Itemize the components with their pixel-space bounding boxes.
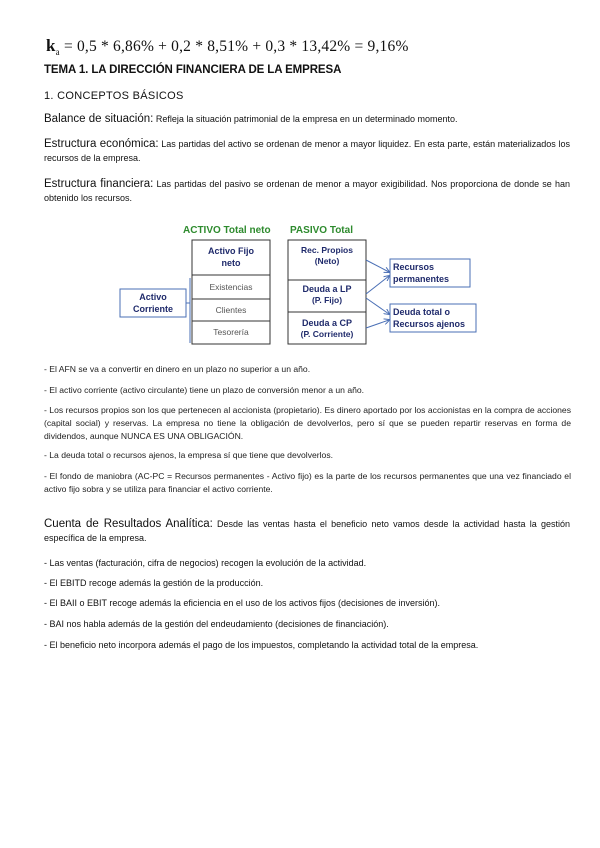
definition-text: Refleja la situación patrimonial de la empresa en un determinado momento. [153,114,458,124]
cost-of-capital-formula [46,36,409,57]
rec-propios-label-2: (Neto) [314,256,340,266]
recursos-permanentes-label-2: permanentes [393,274,450,284]
recursos-permanentes-label: Recursos [393,262,435,272]
arrow-deuda-cp [366,320,389,328]
activo-fijo-label: Activo Fijo [207,246,255,256]
list-item: - El beneficio neto incorpora además el pago de los impuestos, completando la actividad total de la empresa. [44,640,479,650]
rec-propios-label: Rec. Propios [301,245,353,255]
list-item: - BAI nos habla además de la gestión del endeudamiento (decisiones de financiación). [44,619,389,629]
list-item: - El BAII o EBIT recoge además la eficiencia en el uso de los activos fijos (decisiones de inversión). [44,598,441,608]
balance-sheet-diagram [118,220,488,350]
activo-header: ACTIVO Total neto [183,225,271,236]
formula-subscript: a [55,47,60,58]
arrow-deuda-lp-permanentes [366,276,389,294]
arrow-deuda-lp-ajenos [366,298,389,314]
section-heading: 1. CONCEPTOS BÁSICOS [44,90,184,102]
definition-term: Cuenta de Resultados Analítica: [44,518,213,530]
list-item: - El EBITD recoge además la gestión de la producción. [44,578,264,588]
definition-term: Estructura económica: [44,138,159,150]
arrow-rec-propios [366,260,389,272]
formula-expression: = 0,5 * 6,86% + 0,2 * 8,51% + 0,3 * 13,42% = 9,16% [63,38,409,55]
activo-fijo-label-2: neto [221,258,241,268]
deuda-lp-label-2: (P. Fijo) [311,295,343,305]
list-item: - El fondo de maniobra (AC-PC = Recursos permanentes - Activo fijo) es la parte de los recursos permanentes que una vez financiado el activo fijo sobra y se utiliza para financiar el activo corriente. [44,471,571,494]
definition-balance [44,112,570,126]
definition-estructura-economica [44,137,570,165]
definition-estructura-financiera [44,177,570,205]
tesoreria-label: Tesorería [213,327,249,337]
deuda-total-label: Deuda total o [393,307,451,317]
deuda-cp-label-2: (P. Corriente) [300,329,354,339]
clientes-label: Clientes [215,305,247,315]
list-item: - Las ventas (facturación, cifra de negocios) recogen la evolución de la actividad. [44,558,367,568]
definition-text: Desde las ventas hasta el beneficio neto vamos desde la actividad hasta la gestión específica de la empresa. [44,519,570,543]
deuda-total-label-2: Recursos ajenos [393,319,466,329]
existencias-label: Existencias [209,282,253,292]
deuda-lp-label: Deuda a LP [302,284,352,294]
definition-text: Las partidas del pasivo se ordenan de menor a mayor exigibilidad. Nos proporciona de donde se han obtenido los recursos. [44,179,570,203]
formula-k: k [46,36,56,55]
definition-term: Estructura financiera: [44,178,154,190]
activo-corriente-label: Activo [139,292,167,302]
definition-cuenta-resultados [44,517,570,545]
list-item: - Los recursos propios son los que pertenecen al accionista (propietario). Es dinero aportado por los accionistas en la compra de acciones (capital social) y reservas. La empresa no tiene la obligación de devolverlos, pero sí que se pueden repartir reservas en forma de dividendos, aunque NUNCA ES UNA OBLIGACIÓN. [44,405,571,441]
activo-corriente-label-2: Corriente [132,304,174,314]
activo-corriente-bracket [186,278,190,343]
list-item: - La deuda total o recursos ajenos, la empresa sí que tiene que devolverlos. [44,450,334,460]
pasivo-header: PASIVO Total [290,225,353,236]
chapter-title: TEMA 1. LA DIRECCIÓN FINANCIERA DE LA EMPRESA [44,64,342,76]
list-item: - El AFN se va a convertir en dinero en un plazo no superior a un año. [44,364,311,374]
deuda-cp-label: Deuda a CP [301,318,353,328]
definition-term: Balance de situación: [44,113,154,125]
definition-text: Las partidas del activo se ordenan de menor a mayor liquidez. En esta parte, están materializados los recursos de la empresa. [44,139,570,163]
list-item: - El activo corriente (activo circulante) tiene un plazo de conversión menor a un año. [44,385,365,395]
